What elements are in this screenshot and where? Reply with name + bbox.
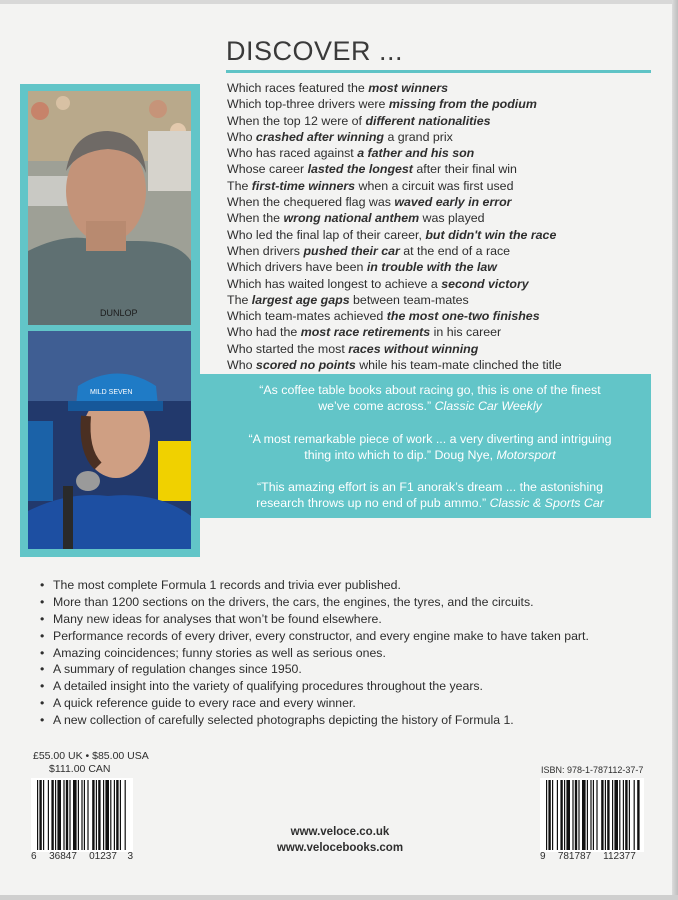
barcode-bar — [37, 780, 38, 850]
barcode-bar — [590, 780, 591, 850]
barcode-bar — [78, 780, 79, 850]
barcode-bar — [105, 780, 109, 850]
barcode-bar — [557, 780, 558, 850]
discover-item: Which races featured the most winners — [227, 81, 449, 95]
page-edge-top — [0, 0, 678, 4]
discover-item: Who led the final lap of their career, but didn't win the race — [227, 227, 557, 242]
isbn-barcode-digits: 9 781787 112377 — [540, 851, 636, 862]
website-link-com[interactable]: www.velocebooks.com — [276, 842, 404, 854]
feature-item: • Many new ideas for analyses that won’t be found elsewhere. — [40, 611, 589, 628]
barcode-bar — [55, 780, 56, 850]
barcode-bar — [629, 780, 630, 850]
heading-rule — [226, 70, 651, 73]
barcode-bar — [607, 780, 609, 850]
discover-item: Who started the most races without winning — [227, 341, 479, 356]
tyre-brand-text: DUNLOP — [100, 308, 138, 318]
discover-item: Whose career lasted the longest after their final win — [227, 162, 517, 177]
website-link-uk[interactable]: www.veloce.co.uk — [290, 826, 390, 838]
barcode-bar — [623, 780, 624, 850]
page-edge-right — [672, 0, 678, 900]
barcode-bar — [619, 780, 620, 850]
price-can: $111.00 CAN — [49, 763, 111, 775]
discover-item: When the wrong national anthem was played — [227, 211, 485, 226]
discover-item: When the top 12 were of different nationalities — [227, 113, 491, 128]
discover-item: Who has raced against a father and his son — [227, 146, 475, 161]
barcode-bar — [81, 780, 82, 850]
barcode-bar — [120, 780, 121, 850]
review-quote: “A most remarkable piece of work ... a very diverting and intriguing thing into which to dip.” Doug Nye, Motorsport — [248, 432, 612, 462]
barcode-bar — [63, 780, 64, 850]
driver-photo-older — [28, 91, 191, 325]
barcode-bar — [98, 780, 100, 850]
discover-heading: DISCOVER ... — [226, 36, 404, 66]
barcode-bar — [634, 780, 635, 850]
discover-item: Which top-three drivers were missing from the podium — [227, 97, 537, 112]
discover-item: When drivers pushed their car at the end of a race — [227, 243, 511, 258]
discover-item: Which team-mates achieved the most one-two finishes — [227, 309, 540, 324]
feature-item: • The most complete Formula 1 records and trivia ever published. — [40, 577, 589, 594]
barcode-bar — [612, 780, 613, 850]
isbn-label: ISBN: 978-1-787112-37-7 — [541, 765, 644, 775]
barcode-bar — [564, 780, 565, 850]
barcode-bar — [87, 780, 88, 850]
barcode-bar — [614, 780, 618, 850]
barcode-bar — [116, 780, 118, 850]
barcode-bar — [582, 780, 586, 850]
barcode-bar — [57, 780, 61, 850]
barcode-bar — [593, 780, 594, 850]
barcode-bar — [587, 780, 588, 850]
barcode-bar — [546, 780, 547, 850]
discover-item: Who crashed after winning a grand prix — [227, 129, 453, 144]
barcode-bar — [552, 780, 553, 850]
discover-item: Which drivers have been in trouble with the law — [227, 260, 497, 275]
barcode-bar — [596, 780, 597, 850]
barcode-bar — [548, 780, 550, 850]
discover-item: When the chequered flag was waved early in error — [227, 195, 512, 210]
barcode-bar — [73, 780, 77, 850]
price-block — [33, 750, 149, 776]
page-edge-bottom — [0, 895, 678, 900]
barcode-bar — [601, 780, 603, 850]
feature-item: • A new collection of carefully selected photographs depicting the history of Formula 1. — [40, 712, 589, 729]
discover-item: The largest age gaps between team-mates — [227, 292, 469, 307]
feature-item: • A summary of regulation changes since 1950. — [40, 661, 589, 678]
barcode-bar — [578, 780, 579, 850]
barcode-bar — [96, 780, 97, 850]
barcode-bar — [92, 780, 94, 850]
barcode-bar — [637, 780, 639, 850]
price-uk-usa: £55.00 UK • $85.00 USA — [33, 750, 149, 762]
barcode-bar — [114, 780, 115, 850]
discover-item: Which has waited longest to achieve a second victory — [227, 276, 529, 291]
review-quote: “This amazing effort is an F1 anorak’s dream ... the astonishing research throws up no end of pub ammo.” Classic & Sports Car — [256, 480, 604, 510]
review-quote: “As coffee table books about racing go, this is one of the finest we’ve come across.” Classic Car Weekly — [259, 383, 601, 413]
barcode-bar — [572, 780, 573, 850]
barcode-bar — [43, 780, 44, 850]
discover-item: Who had the most race retirements in his career — [227, 325, 502, 340]
barcode-bar — [110, 780, 111, 850]
barcode-bar — [103, 780, 104, 850]
feature-item: • More than 1200 sections on the drivers, the cars, the engines, the tyres, and the circuits. — [40, 594, 589, 611]
barcode-bar — [66, 780, 68, 850]
discover-item: The first-time winners when a circuit was first used — [227, 178, 514, 193]
cap-brand-text: MILD SEVEN — [90, 389, 133, 396]
barcode-bar — [575, 780, 577, 850]
feature-item: • A quick reference guide to every race and every winner. — [40, 695, 589, 712]
barcode-bar — [560, 780, 562, 850]
barcode-bar — [84, 780, 85, 850]
price-barcode-digits: 6 36847 01237 3 — [31, 851, 133, 862]
barcode-bar — [48, 780, 49, 850]
price-barcode — [31, 778, 133, 852]
barcode-bar — [605, 780, 606, 850]
discover-item: Who scored no points while his team-mate clinched the title — [227, 358, 562, 373]
feature-list — [40, 577, 589, 729]
barcode-bar — [39, 780, 41, 850]
isbn-barcode — [540, 778, 644, 852]
barcode-bar — [125, 780, 126, 850]
barcode-bar — [566, 780, 570, 850]
driver-photo-young — [28, 331, 191, 549]
barcode-bar — [625, 780, 627, 850]
barcode-bar — [69, 780, 70, 850]
barcode-bar — [51, 780, 53, 850]
discover-list — [227, 80, 562, 373]
feature-item: • A detailed insight into the variety of qualifying procedures throughout the years. — [40, 678, 589, 695]
feature-item: • Amazing coincidences; funny stories as well as serious ones. — [40, 645, 589, 662]
feature-item: • Performance records of every driver, every constructor, and every engine make to have taken part. — [40, 628, 589, 645]
